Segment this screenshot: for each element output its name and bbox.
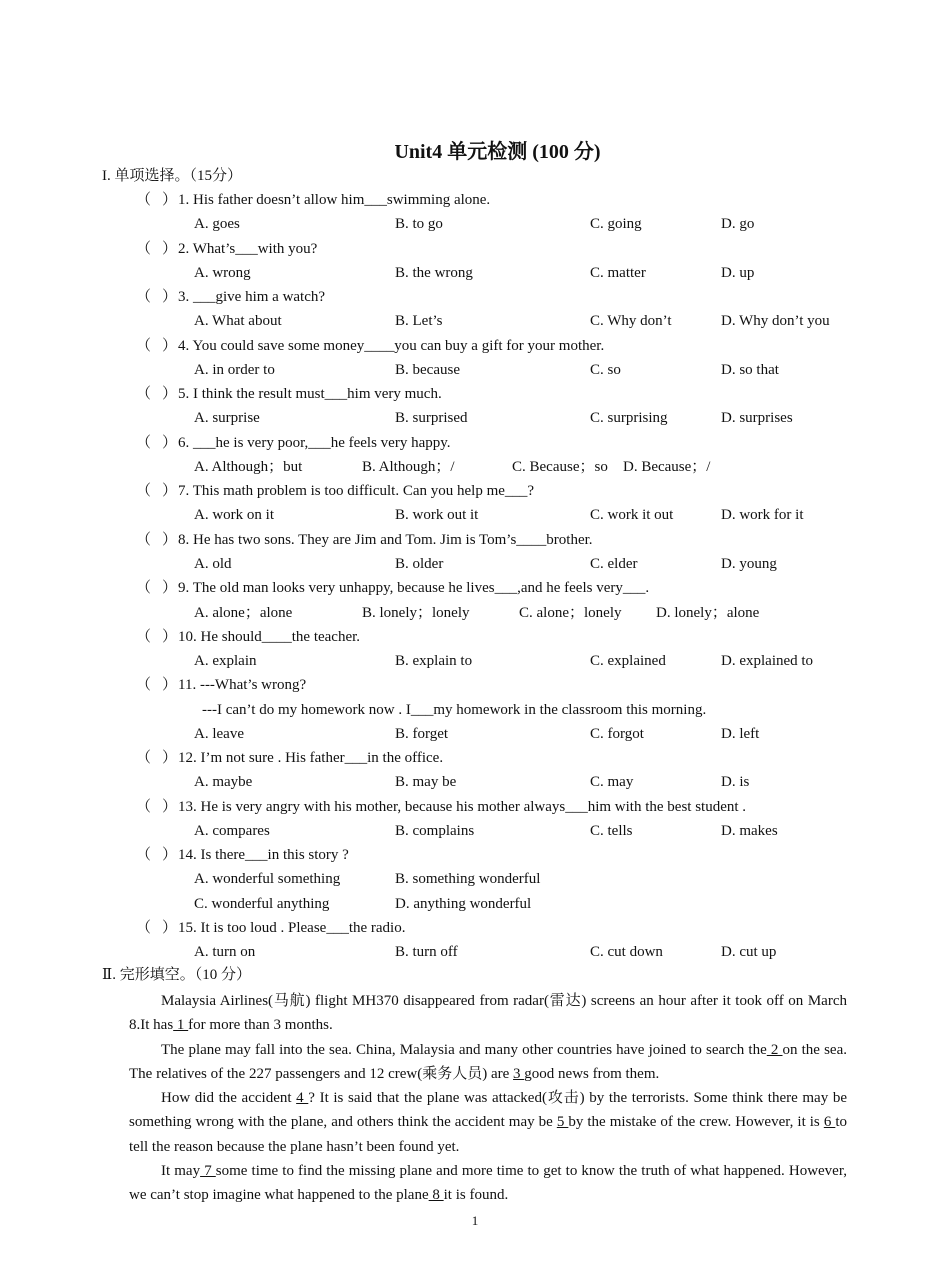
- question-item: [0, 797, 950, 846]
- question-stem: 8. He has two sons. They are Jim and Tom. Jim is Tom’s____brother.: [178, 531, 593, 548]
- option-b: B. forget: [395, 725, 449, 742]
- question-stem-row: [0, 797, 950, 821]
- passage-text: The plane may fall into the sea. China, Malaysia and many other countries have joined to search the: [161, 1041, 767, 1058]
- option-d: D. is: [721, 774, 750, 791]
- option-b: B. surprised: [395, 410, 468, 427]
- cloze-passage: [129, 989, 847, 1208]
- option-b: B. turn off: [395, 944, 458, 961]
- answer-paren-left: （: [136, 580, 152, 597]
- answer-paren-left: （: [136, 240, 152, 257]
- answer-paren-left: （: [136, 531, 152, 548]
- option-d: D. work for it: [721, 507, 804, 524]
- option-c: C. tells: [590, 822, 633, 839]
- question-stem-row: [0, 481, 950, 505]
- option-a: A. explain: [194, 653, 257, 670]
- option-b: B. Let’s: [395, 313, 443, 330]
- question-stem: 4. You could save some money____you can buy a gift for your mother.: [178, 337, 605, 354]
- option-d: D. makes: [721, 822, 778, 839]
- options-row: [0, 214, 950, 238]
- question-stem: 5. I think the result must___him very much.: [178, 386, 442, 403]
- question-stem-row: [0, 578, 950, 602]
- options-row: [0, 894, 950, 918]
- question-item: [0, 675, 950, 748]
- question-stem-row: [0, 918, 950, 942]
- answer-paren-left: （: [136, 847, 152, 864]
- passage-text: on the sea. The relatives of the 227 passengers and 12 crew(乘务人员) are: [129, 1041, 847, 1082]
- option-a: A. Although；but: [194, 458, 303, 475]
- question-stem-row: [0, 748, 950, 772]
- option-d: D. lonely；alone: [656, 604, 760, 621]
- option-c: C. alone；lonely: [519, 604, 622, 621]
- option-a: A. compares: [194, 822, 270, 839]
- section-heading-single-choice: I. 单项选择。（15分）: [102, 168, 242, 184]
- passage-text: to tell the reason because the plane hasn’t been found yet.: [129, 1114, 848, 1155]
- option-c: C. so: [590, 361, 621, 378]
- answer-paren-left: （: [136, 798, 152, 815]
- option-c: C. may: [590, 774, 634, 791]
- option-c: C. forgot: [590, 725, 644, 742]
- answer-paren-right: ）: [162, 580, 178, 597]
- passage-text: It may: [161, 1163, 201, 1180]
- answer-paren-right: ）: [162, 483, 178, 500]
- option-c: C. Because；so: [512, 458, 608, 475]
- options-row: [0, 724, 950, 748]
- answer-paren-right: ）: [162, 289, 178, 306]
- passage-text: How did the accident: [161, 1090, 297, 1107]
- question-stem: 2. What’s___with you?: [178, 240, 318, 257]
- page-number: 1: [471, 1213, 479, 1228]
- passage-paragraph: [129, 1086, 847, 1159]
- answer-paren-right: ）: [162, 337, 178, 354]
- cloze-blank: 7: [200, 1163, 216, 1180]
- question-item: [0, 433, 950, 482]
- options-row: [0, 408, 950, 432]
- passage-text: Malaysia Airlines(马航) flight MH370 disappeared from radar(雷达) screens an hour after it took off on March 8.It has: [129, 993, 847, 1034]
- options-row: [0, 360, 950, 384]
- cloze-blank: 1: [173, 1017, 189, 1034]
- answer-paren-left: （: [136, 434, 152, 451]
- question-stem-row: [0, 190, 950, 214]
- question-item: [0, 530, 950, 579]
- option-d: D. surprises: [721, 410, 793, 427]
- question-stem: 3. ___give him a watch?: [178, 289, 326, 306]
- cloze-blank: 6: [823, 1114, 836, 1131]
- option-b: B. to go: [395, 216, 443, 233]
- question-stem: 13. He is very angry with his mother, because his mother always___him with the best student .: [178, 798, 747, 815]
- answer-paren-right: ）: [162, 798, 178, 815]
- option-a: A. in order to: [194, 361, 275, 378]
- question-stem-row: [0, 627, 950, 651]
- question-list: [0, 190, 950, 967]
- question-stem-row: [0, 845, 950, 869]
- option-a: A. goes: [194, 216, 240, 233]
- question-item: [0, 627, 950, 676]
- option-a: A. turn on: [194, 944, 256, 961]
- options-row: [0, 311, 950, 335]
- options-row: [0, 869, 950, 893]
- answer-paren-right: ）: [162, 919, 178, 936]
- passage-paragraph: [129, 989, 847, 1038]
- option-d: D. explained to: [721, 653, 814, 670]
- passage-paragraph: [129, 1038, 847, 1087]
- option-d: D. anything wonderful: [395, 895, 532, 912]
- answer-paren-right: ）: [162, 240, 178, 257]
- option-c: C. cut down: [590, 944, 663, 961]
- option-a: A. surprise: [194, 410, 260, 427]
- cloze-blank: 5: [556, 1114, 569, 1131]
- question-stem-continuation: ---I can’t do my homework now . I___my homework in the classroom this morning.: [202, 701, 707, 718]
- answer-paren-left: （: [136, 337, 152, 354]
- option-a: A. What about: [194, 313, 282, 330]
- answer-paren-right: ）: [162, 677, 178, 694]
- answer-paren-right: ）: [162, 531, 178, 548]
- answer-paren-left: （: [136, 192, 152, 208]
- option-b: B. lonely；lonely: [362, 604, 470, 621]
- option-c: C. matter: [590, 264, 646, 281]
- question-stem: 10. He should____the teacher.: [178, 628, 361, 645]
- option-c: C. going: [590, 216, 642, 233]
- option-a: A. alone；alone: [194, 604, 293, 621]
- option-c: C. Why don’t: [590, 313, 672, 330]
- question-item: [0, 481, 950, 530]
- option-a: A. wrong: [194, 264, 251, 281]
- option-c: C. explained: [590, 653, 666, 670]
- passage-text: some time to find the missing plane and more time to get to know the truth of what happened. However, we can’t stop imagine what happened to the plane: [129, 1163, 847, 1204]
- question-item: [0, 287, 950, 336]
- option-c: C. surprising: [590, 410, 668, 427]
- option-d: D. Because；/: [623, 458, 711, 475]
- answer-paren-left: （: [136, 628, 152, 645]
- options-row: [0, 263, 950, 287]
- option-b: B. the wrong: [395, 264, 473, 281]
- answer-paren-right: ）: [162, 386, 178, 403]
- option-d: D. young: [721, 555, 777, 572]
- answer-paren-right: ）: [162, 192, 178, 208]
- answer-paren-right: ）: [162, 434, 178, 451]
- answer-paren-left: （: [136, 483, 152, 500]
- question-item: [0, 845, 950, 918]
- question-item: [0, 336, 950, 385]
- passage-text: for more than 3 months.: [188, 1017, 333, 1034]
- option-c: C. work it out: [590, 507, 674, 524]
- answer-paren-left: （: [136, 386, 152, 403]
- question-stem-row: [0, 675, 950, 699]
- option-d: D. left: [721, 725, 760, 742]
- answer-paren-left: （: [136, 677, 152, 694]
- option-a: A. work on it: [194, 507, 274, 524]
- option-b: B. work out it: [395, 507, 479, 524]
- question-stem: 11. ---What’s wrong?: [178, 677, 307, 694]
- option-b: B. older: [395, 555, 444, 572]
- page-title: Unit4 单元检测 (100 分): [394, 141, 601, 163]
- option-a: A. leave: [194, 725, 244, 742]
- passage-text: ? It is said that the plane was attacked(攻击) by the terrorists. Some think there may be something wrong with the plane, and others think the accident may be: [129, 1090, 848, 1131]
- option-d: D. Why don’t you: [721, 313, 830, 330]
- option-b: B. may be: [395, 774, 457, 791]
- answer-paren-right: ）: [162, 628, 178, 645]
- question-stem: 15. It is too loud . Please___the radio.: [178, 919, 406, 936]
- option-d: D. go: [721, 216, 755, 233]
- passage-text: by the mistake of the crew. However, it is: [568, 1114, 824, 1131]
- passage-text: it is found.: [443, 1187, 509, 1204]
- option-d: D. cut up: [721, 944, 777, 961]
- option-a: A. wonderful something: [194, 871, 341, 888]
- options-row: [0, 457, 950, 481]
- answer-paren-left: （: [136, 919, 152, 936]
- option-b: B. because: [395, 361, 460, 378]
- answer-paren-left: （: [136, 289, 152, 306]
- option-d: D. up: [721, 264, 755, 281]
- question-stem: 6. ___he is very poor,___he feels very happy.: [178, 434, 451, 451]
- option-a: A. old: [194, 555, 232, 572]
- question-stem-row: [0, 384, 950, 408]
- question-item: [0, 748, 950, 797]
- question-item: [0, 578, 950, 627]
- option-d: D. so that: [721, 361, 779, 378]
- cloze-blank: 8: [428, 1187, 444, 1204]
- options-row: [0, 651, 950, 675]
- options-row: [0, 505, 950, 529]
- question-stem-continuation-row: [0, 700, 950, 724]
- question-stem-row: [0, 239, 950, 263]
- section-heading-cloze: Ⅱ. 完形填空。（10 分）: [102, 967, 251, 983]
- question-stem-row: [0, 530, 950, 554]
- question-stem: 12. I’m not sure . His father___in the office.: [178, 750, 444, 767]
- passage-text: good news from them.: [524, 1065, 660, 1082]
- options-row: [0, 772, 950, 796]
- answer-paren-right: ）: [162, 847, 178, 864]
- options-row: [0, 554, 950, 578]
- cloze-blank: 4: [296, 1090, 309, 1107]
- question-stem: 7. This math problem is too difficult. Can you help me___?: [178, 483, 535, 500]
- option-b: B. Although；/: [362, 458, 455, 475]
- question-item: [0, 918, 950, 967]
- question-stem: 9. The old man looks very unhappy, because he lives___,and he feels very___.: [178, 580, 650, 597]
- option-c: C. elder: [590, 555, 638, 572]
- passage-paragraph: [129, 1159, 847, 1208]
- question-stem-row: [0, 287, 950, 311]
- option-b: B. complains: [395, 822, 475, 839]
- question-item: [0, 190, 950, 239]
- option-b: B. explain to: [395, 653, 473, 670]
- options-row: [0, 942, 950, 966]
- option-c: C. wonderful anything: [194, 895, 330, 912]
- question-item: [0, 384, 950, 433]
- option-b: B. something wonderful: [395, 871, 541, 888]
- question-stem: 1. His father doesn’t allow him___swimming alone.: [178, 192, 491, 208]
- answer-paren-right: ）: [162, 750, 178, 767]
- options-row: [0, 603, 950, 627]
- question-stem: 14. Is there___in this story ?: [178, 847, 349, 864]
- cloze-blank: 3: [513, 1065, 525, 1082]
- options-row: [0, 821, 950, 845]
- option-a: A. maybe: [194, 774, 253, 791]
- answer-paren-left: （: [136, 750, 152, 767]
- question-stem-row: [0, 433, 950, 457]
- cloze-blank: 2: [766, 1041, 783, 1058]
- question-item: [0, 239, 950, 288]
- question-stem-row: [0, 336, 950, 360]
